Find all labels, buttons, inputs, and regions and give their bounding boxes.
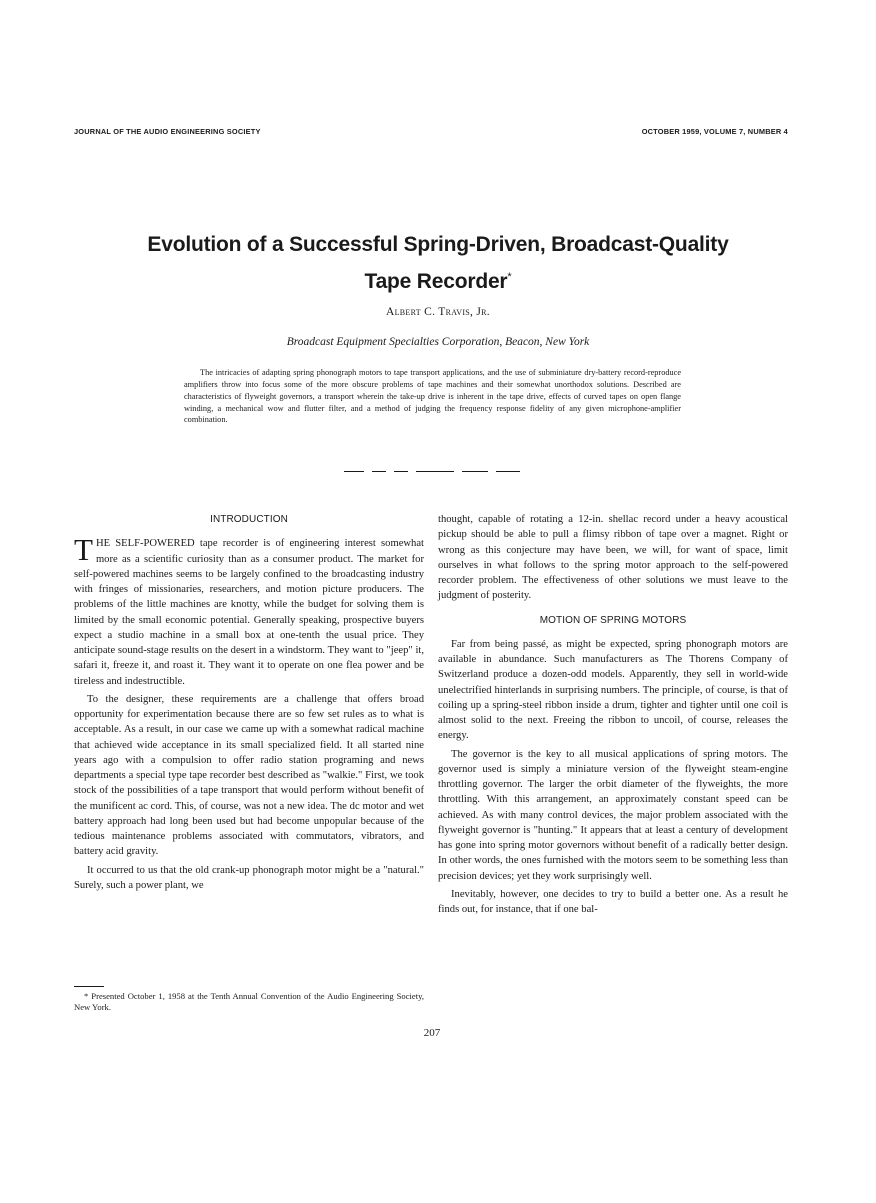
intro-paragraph-2: To the designer, these requirements are a challenge that offers broad opportunity for experimentation because there are so few set rules as to what is acceptable. As a result, in our case we came up with a somewhat radical machine that achieved wide acceptance in its small specialized field. It all started nine years ago with a compulsion to offer radio station programing and news departments a special type tape recorder best described as "walkie." First, we took stock of the possibilities of a tape transport that would perform without benefit of the munificent ac cord. This, of course, was not a new idea. The dc motor and wet battery approach had long been used but had become unpopular because of the tedious maintenance problems associated with commutators, vibrators, and battery acid gravity. (74, 693, 424, 858)
title-footnote-mark: * (507, 271, 512, 283)
section-heading-introduction: INTRODUCTION (210, 514, 288, 525)
section-divider (344, 471, 520, 473)
abstract-text: The intricacies of adapting spring phonograph motors to tape transport applications, and the use of subminiature dry-battery record-reproduce amplifiers throw into focus some of the more obscure problems of tape machines and their somewhat unorthodox solutions. Described are characteristics of flyweight governors, a transport wherein the take-up drive is inherent in the tape drive, effects of curved tapes on open flange winding, a mechanical wow and flutter filter, and a method of judging the frequency response fidelity of any given microphone-amplifier combination. (184, 368, 681, 425)
intro-paragraph-3: It occurred to us that the old crank-up phonograph motor might be a "natural." Surely, such a power plant, we (74, 864, 424, 891)
author-affiliation: Broadcast Equipment Specialties Corporation, Beacon, New York (286, 336, 590, 348)
title-line-1: Evolution of a Successful Spring-Driven, Broadcast-Quality (147, 233, 729, 256)
title-line-2: Tape Recorder (364, 270, 508, 293)
motion-paragraph-3: Inevitably, however, one decides to try to build a better one. As a result he finds out, for instance, that if one bal- (438, 888, 788, 915)
intro-paragraph-1 (74, 532, 424, 689)
author-name: Albert C. Travis, Jr. (386, 306, 490, 318)
column-right (438, 512, 788, 920)
issue-info: OCTOBER 1959, VOLUME 7, NUMBER 4 (641, 127, 788, 136)
paper-title (74, 228, 802, 298)
running-header (74, 127, 788, 136)
section-heading-motion: MOTION OF SPRING MOTORS (539, 614, 687, 626)
journal-name: JOURNAL OF THE AUDIO ENGINEERING SOCIETY (74, 127, 261, 136)
motion-paragraph-1: Far from being passé, as might be expected, spring phonograph motors are available in abundance. Such manufacturers as The Thorens Company of Switzerland produce a dozen-odd models. Apparently, they sell in world-wide unelectrified hinterlands in surprising numbers. The principle, of course, is that of coiling up a spring-steel ribbon inside a drum, tighter and tighter until one coil is almost solid to the next. Freeing the ribbon to uncoil, of course, releases the energy. (438, 638, 788, 742)
intro-paragraph-1-text: tape recorder is of engineering interest somewhat more as a scientific curiosity than as a consumer product. The market for self-powered machines seems to be largely confined to the broadcasting industry with fringes of missionaries, researchers, and motion picture producers. The problems of the little machines are knotty, while the budget for solving them is limited by the small economic potential. Generally speaking, prospective buyers expect a studio machine in a small box at one-tenth the usual price. They anticipate sound-stage results on the desert in a windstorm. They want to "jeep" it, safari it, freeze it, and roast it. They want it to operate on one flea power and be tireless and indestructible. (74, 538, 424, 687)
intro-lead: HE SELF-POWERED (95, 538, 195, 550)
column-left (74, 512, 424, 896)
footnote-text: * Presented October 1, 1958 at the Tenth Annual Convention of the Audio Engineering Society, New York. (74, 991, 424, 1012)
intro-paragraph-3-continued: thought, capable of rotating a 12-in. shellac record under a heavy acoustical pickup should be able to pull a flimsy ribbon of tape over a magnet. Right or wrong as this conjecture may have been, we will, for want of space, limit ourselves in what follows to the spring motor approach to the self-powered recorder problem. The effectiveness of other solutions we must leave to the judgment of posterity. (438, 514, 788, 602)
footnote-rule (74, 986, 104, 987)
drop-cap: T (74, 532, 93, 568)
footnote (74, 986, 424, 1013)
page-number: 207 (423, 1027, 441, 1039)
abstract (184, 367, 681, 426)
motion-paragraph-2: The governor is the key to all musical applications of spring motors. The governor used is simply a miniature version of the flyweight steam-engine throttling governor. The larger the orbit diameter of the flyweights, the more throttling. With this arrangement, an approximately constant speed can be achieved. As with many control devices, the major problem associated with the flyweight governor is "hunting." It appears that at least a century of development has gone into spring motor governors without benefit of a radically better design. In other words, the ones furnished with the motors seem to be something less than precision devices; yet they work surprisingly well. (438, 748, 788, 882)
